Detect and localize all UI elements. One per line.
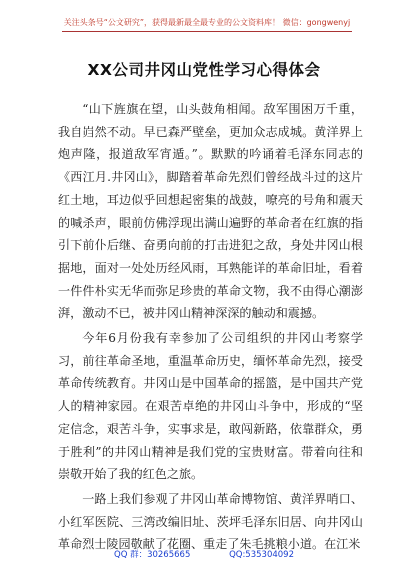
- footer-contact: [0, 548, 408, 560]
- qq-number-text: QQ:535304092: [229, 550, 294, 560]
- document-body: [58, 98, 363, 558]
- document-title: XX公司井冈山党性学习心得体会: [87, 61, 321, 79]
- qq-group-text: QQ 群：30265665: [114, 550, 191, 560]
- paragraph-3: 一路上我们参观了井冈山革命博物馆、黄洋界哨口、小红军医院、三湾改编旧址、茨坪毛泽东旧居、向井冈山革命烈士陵园敬献了花圈、重走了朱毛挑粮小道。在江米: [58, 491, 363, 552]
- paragraph-1: “山下旌旗在望，山头鼓角相闻。敌军围困万千重，我自岿然不动。早已森严壁垒，更加众志成城。黄洋界上炮声隆，报道敌军宵遁。”。默默的吟诵着毛泽东同志的《西江月.井冈山》，脚踏着革命先烈们曾经战斗过的这片红土地，耳边似乎回想起密集的战鼓，嘹亮的号角和震天的喊杀声，眼前仿佛浮现出满山遍野的革命者在红旗的指引下前仆后继、奋勇向前的打击进犯之敌，身处井冈山根据地，面对一处处历经风雨，耳熟能详的革命旧址，看着一件件朴实无华而弥足珍贵的革命文物，我不由得心潮澎湃，激动不已，被井冈山精神深深的触动和震撼。: [58, 102, 363, 321]
- paragraph-2: 今年6月份我有幸参加了公司组织的井冈山考察学习，前往革命圣地，重温革命历史，缅怀革命先烈，接受革命传统教育。井冈山是中国革命的摇篮，是中国共产党人的精神家园。在艰苦卓绝的井冈山斗争中，形成的“坚定信念，艰苦斗争，实事求是，敢闯新路，依靠群众，勇于胜利”的井冈山精神是我们党的宝贵财富。带着向往和崇敬开始了我的红色之旅。: [58, 331, 363, 482]
- header-banner: 关注头条号“公文研究”，获得最新最全最专业的公文资料库！ 微信：gongwenyj: [62, 15, 352, 32]
